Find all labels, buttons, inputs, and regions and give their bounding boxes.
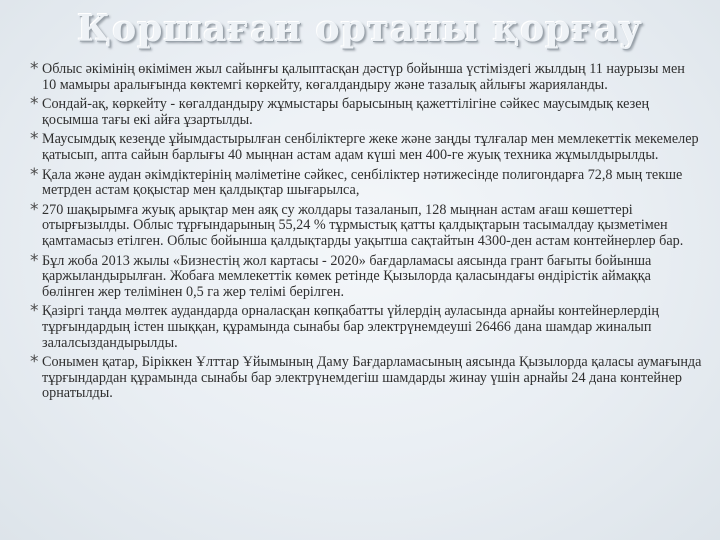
bullet-marker-icon: * <box>30 94 39 115</box>
bullet-item <box>30 250 702 301</box>
bullet-text: Сондай-ақ, көркейту - көгалдандыру жұмыстары барысының қажеттілігіне сәйкес маусымдық кезең қосымша тағы екі айға ұзартылды. <box>42 96 650 128</box>
bullet-text: Қала және аудан әкімдіктерінің мәліметіне сәйкес, сенбіліктер нәтижесінде полигондарға 72,8 мың текше метрден астам қоқыстар мен қалдықтар шығарылса, <box>42 166 683 199</box>
bullet-text: Облыс әкімінің өкімімен жыл сайынғы қалыптасқан дәстүр бойынша үстіміздегі жылдың 11 наурызы мен 10 мамыры аралығында көктемгі көркейту, көгалдандыру және тазалық айлығы жарияланды. <box>42 61 685 93</box>
bullet-item <box>30 129 702 163</box>
bullet-item <box>30 59 702 93</box>
bullet-list <box>30 59 702 406</box>
bullet-text: 270 шақырымға жуық арықтар мен аяқ су жолдары тазаланып, 128 мыңнан астам ағаш көшеттері отырғызылды. Облыс тұрғындарының 55,24 % тұрмыстық қатты қалдықтарын тасымалдау қызметімен қамтамасыз етілген. Облыс бойынша қалдықтарды уақытша сақтайтын 4300-ден астам контейнерлер бар. <box>42 201 684 249</box>
bullet-item <box>30 94 702 128</box>
bullet-marker-icon: * <box>30 352 39 373</box>
bullet-item <box>30 301 702 351</box>
bullet-marker-icon: * <box>30 164 39 185</box>
bullet-item <box>30 352 702 402</box>
bullet-marker-icon: * <box>30 199 39 220</box>
bullet-marker-icon: * <box>30 250 39 271</box>
bullet-marker-icon: * <box>30 129 39 150</box>
bullet-marker-icon: * <box>30 59 39 79</box>
bullet-item <box>30 199 702 250</box>
bullet-text: Бұл жоба 2013 жылы «Бизнестің жол картасы - 2020» бағдарламасы аясында грант бағыты бойынша қаржыландырылған. Жобаға мемлекеттік көмек ретінде Қызылорда қаласындағы өндірістік аймаққа бөлінген жер телімінен 0,5 га жер телімі берілген. <box>42 252 652 300</box>
bullet-item <box>30 164 702 199</box>
bullet-marker-icon: * <box>30 301 39 322</box>
slide-title: Қоршаған ортаны қорғау <box>77 8 643 50</box>
bullet-text: Сонымен қатар, Біріккен Ұлттар Ұйымының Даму Бағдарламасының аясында Қызылорда қаласы аумағында тұрғындардан құрамында сынабы бар электрүнемдегіш шамдарды жинау үшін арнайы 24 дана контейнер орнатылды. <box>42 354 702 402</box>
bullet-text: Қазіргі таңда мөлтек аудандарда орналасқан көпқабатты үйлердің ауласында арнайы контейнерлердің тұрғындардың істен шыққан, құрамында сынабы бар электрүнемдеуші 26466 дана шамдар жиналып залалсыздандырылды. <box>42 303 659 351</box>
bullet-text: Маусымдық кезеңде ұйымдастырылған сенбіліктерге жеке және заңды тұлғалар мен мемлекеттік мекемелер қатысып, апта сайын барлығы 40 мыңнан астам адам күші мен 400-ге жуық техника жұмылдырылды. <box>42 131 699 163</box>
